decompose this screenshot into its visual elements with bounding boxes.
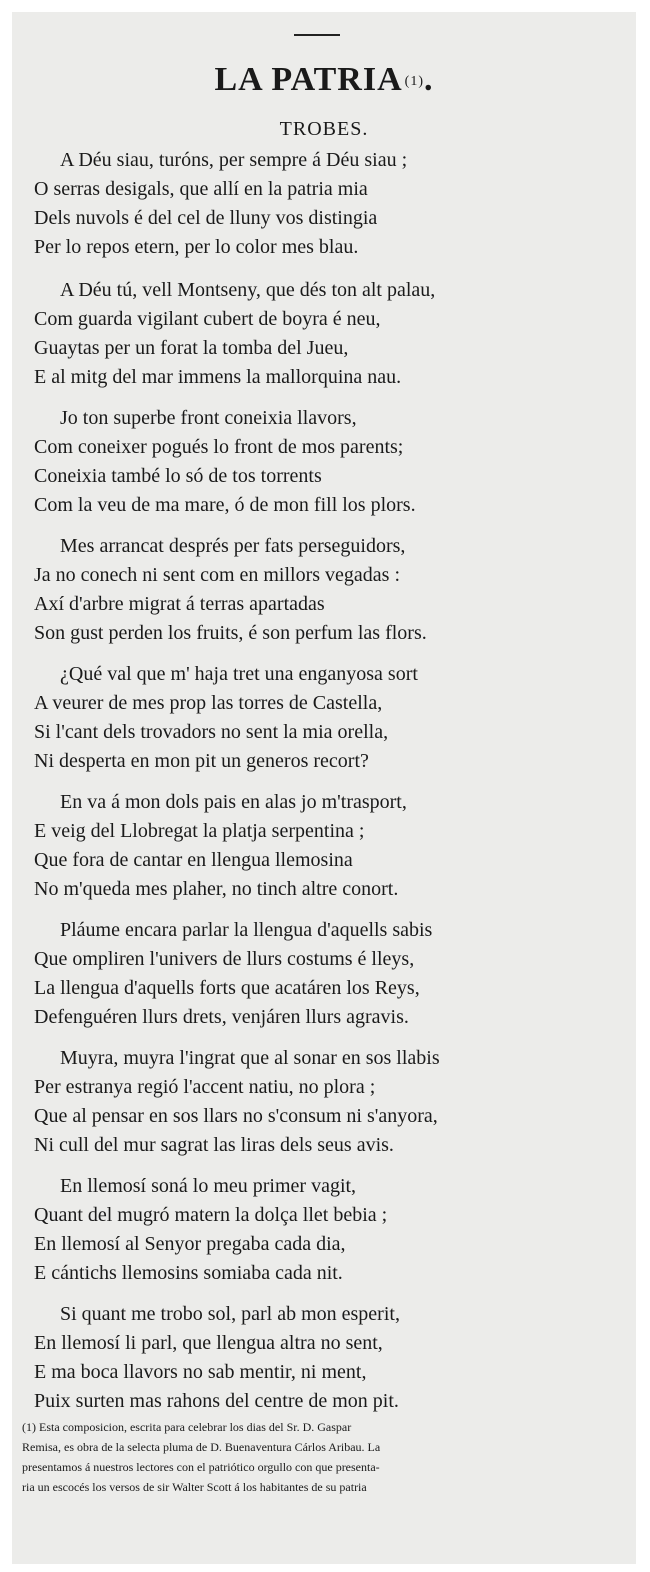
footnote bbox=[22, 1417, 622, 1497]
verse-line: Com la veu de ma mare, ó de mon fill los plors. bbox=[34, 494, 416, 516]
verse-line: Si l'cant dels trovadors no sent la mia orella, bbox=[34, 721, 389, 743]
verse-line: ¿Qué val que m' haja tret una enganyosa sort bbox=[60, 663, 418, 685]
stanza bbox=[34, 1300, 624, 1416]
footnote-line: presentamos á nuestros lectores con el patriótico orgullo con que presenta- bbox=[22, 1460, 380, 1474]
verse-line: Son gust perden los fruits, é son perfum las flors. bbox=[34, 622, 427, 644]
verse-line: Com coneixer pogués lo front de mos parents; bbox=[34, 436, 404, 458]
stanza bbox=[34, 916, 624, 1032]
verse-line: Quant del mugró matern la dolça llet bebia ; bbox=[34, 1204, 388, 1226]
stanza bbox=[34, 788, 624, 904]
verse-line: Per estranya regió l'accent natiu, no plora ; bbox=[34, 1076, 376, 1098]
verse-line: Muyra, muyra l'ingrat que al sonar en sos llabis bbox=[60, 1047, 440, 1069]
verse-line: Axí d'arbre migrat á terras apartadas bbox=[34, 593, 325, 615]
verse-line: En va á mon dols pais en alas jo m'trasport, bbox=[60, 791, 407, 813]
verse-line: En llemosí soná lo meu primer vagit, bbox=[60, 1175, 357, 1197]
verse-line: Que ompliren l'univers de llurs costums é lleys, bbox=[34, 948, 415, 970]
verse-line: Ja no conech ni sent com en millors vegadas : bbox=[34, 564, 401, 586]
verse-line: A veurer de mes prop las torres de Castella, bbox=[34, 692, 383, 714]
verse-line: Dels nuvols é del cel de lluny vos distingia bbox=[34, 207, 378, 229]
verse-line: E cántichs llemosins somiaba cada nit. bbox=[34, 1262, 343, 1284]
verse-line: Guaytas per un forat la tomba del Jueu, bbox=[34, 337, 349, 359]
verse-line: Si quant me trobo sol, parl ab mon esperit, bbox=[60, 1303, 400, 1325]
verse-line: Que al pensar en sos llars no s'consum ni s'anyora, bbox=[34, 1105, 438, 1127]
verse-line: Ni desperta en mon pit un generos recort? bbox=[34, 750, 369, 772]
stanza bbox=[34, 1172, 624, 1288]
stanza bbox=[34, 1044, 624, 1160]
verse-line: La llengua d'aquells forts que acatáren los Reys, bbox=[34, 977, 420, 999]
verse-line: Ni cull del mur sagrat las liras dels seus avis. bbox=[34, 1134, 394, 1156]
poem-title: LA PATRIA $^{(1)}$. bbox=[214, 61, 434, 98]
verse-line: Jo ton superbe front coneixia llavors, bbox=[60, 407, 357, 429]
verse-line: No m'queda mes plaher, no tinch altre conort. bbox=[34, 878, 399, 900]
verse-line: Defenguéren llurs drets, venjáren llurs agravis. bbox=[34, 1006, 409, 1028]
stanza bbox=[34, 276, 624, 392]
verse-line: E ma boca llavors no sab mentir, ni ment, bbox=[34, 1361, 367, 1383]
verse-line: Puix surten mas rahons del centre de mon pit. bbox=[34, 1390, 399, 1412]
verse-line: E al mitg del mar immens la mallorquina nau. bbox=[34, 366, 402, 388]
verse-line: Com guarda vigilant cubert de boyra é neu, bbox=[34, 308, 381, 330]
footnote-line: Remisa, es obra de la selecta pluma de D. Buenaventura Cárlos Aribau. La bbox=[22, 1440, 381, 1454]
verse-line: A Déu siau, turóns, per sempre á Déu siau ; bbox=[60, 149, 408, 171]
verse-line: E veig del Llobregat la platja serpentina ; bbox=[34, 820, 365, 842]
newspaper-page bbox=[12, 12, 636, 1564]
verse-line: Pláume encara parlar la llengua d'aquells sabis bbox=[60, 919, 433, 941]
footnote-line: (1) Esta composicion, escrita para celebrar los dias del Sr. D. Gaspar bbox=[22, 1420, 352, 1434]
verse-line: Per lo repos etern, per lo color mes blau. bbox=[34, 236, 359, 258]
title-footnote-mark: (1) bbox=[404, 74, 424, 89]
verse-line: Coneixia també lo só de tos torrents bbox=[34, 465, 322, 487]
verse-line: En llemosí li parl, que llengua altra no sent, bbox=[34, 1332, 383, 1354]
verse-line: Que fora de cantar en llengua llemosina bbox=[34, 849, 353, 871]
header-rule bbox=[294, 34, 340, 36]
poem-subtitle: TROBES. bbox=[279, 118, 369, 140]
stanza bbox=[34, 532, 624, 648]
stanza bbox=[34, 146, 624, 262]
stanza bbox=[34, 404, 624, 520]
title-text: LA PATRIA bbox=[214, 61, 403, 98]
verse-line: En llemosí al Senyor pregaba cada dia, bbox=[34, 1233, 346, 1255]
verse-line: A Déu tú, vell Montseny, que dés ton alt palau, bbox=[60, 279, 436, 301]
verse-line: O serras desigals, que allí en la patria mia bbox=[34, 178, 368, 200]
stanza bbox=[34, 660, 624, 776]
verse-line: Mes arrancat després per fats perseguidors, bbox=[60, 535, 406, 557]
footnote-line: ria un escocés los versos de sir Walter Scott á los habitantes de su patria bbox=[22, 1480, 367, 1494]
